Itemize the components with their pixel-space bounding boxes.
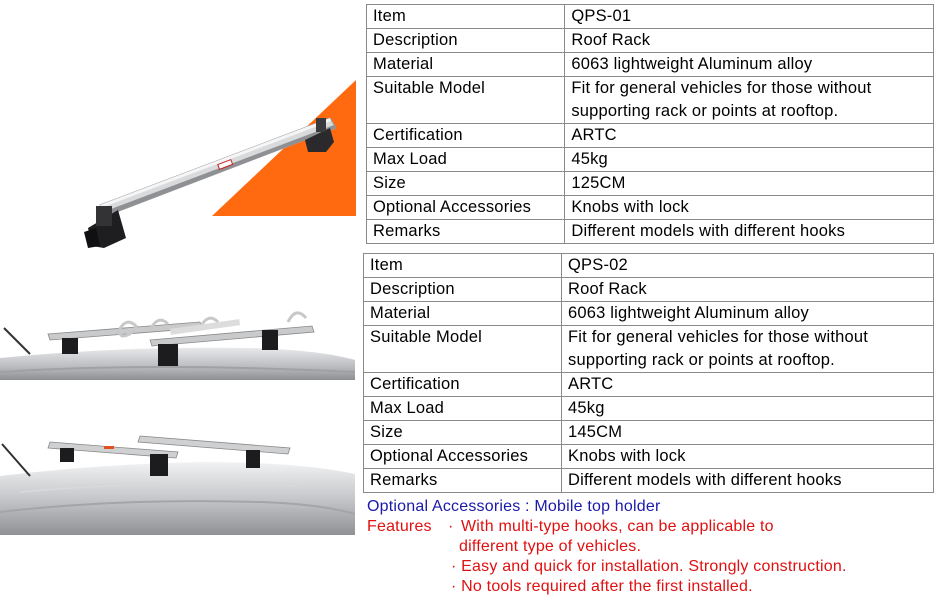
spec-value-multiline (565, 77, 934, 124)
spec-value-line: Fit for general vehicles for those without (568, 328, 869, 346)
spec-key: Material (367, 53, 565, 77)
spec-key: Item (367, 5, 565, 29)
table-row (367, 124, 934, 148)
spec-value: 6063 lightweight Aluminum alloy (565, 53, 934, 77)
spec-table-qps-01 (366, 4, 934, 244)
table-row (364, 373, 934, 397)
spec-value: 6063 lightweight Aluminum alloy (562, 302, 934, 326)
optional-accessories-note: Optional Accessories : Mobile top holder (367, 498, 661, 515)
table-row (367, 148, 934, 172)
spec-value: Roof Rack (565, 29, 934, 53)
spec-key: Size (367, 172, 565, 196)
roof-rack-bar-photo (0, 0, 362, 262)
table-row (364, 445, 934, 469)
car-with-bike-holders-photo (0, 288, 355, 380)
spec-key: Remarks (367, 220, 565, 244)
spec-key: Size (364, 421, 562, 445)
roof-rack-bar-illustration (0, 0, 362, 262)
spec-value: Roof Rack (562, 278, 934, 302)
spec-key: Max Load (367, 148, 565, 172)
spec-value: Different models with different hooks (562, 469, 934, 493)
spec-value: 45kg (562, 397, 934, 421)
table-row (364, 421, 934, 445)
spec-value: QPS-02 (562, 254, 934, 278)
feature-item: · No tools required after the first installed. (451, 578, 753, 595)
spec-value-line: supporting rack or points at rooftop. (568, 351, 835, 369)
spec-key: Optional Accessories (367, 196, 565, 220)
spec-value-multiline (562, 326, 934, 373)
spec-value: Knobs with lock (565, 196, 934, 220)
features-block (367, 517, 932, 537)
spec-value-line: Fit for general vehicles for those without (571, 79, 872, 97)
car-roof-bike-holder-illustration (0, 288, 355, 380)
table-row (367, 77, 934, 124)
car-with-roof-bars-photo (0, 432, 355, 535)
spec-value: 45kg (565, 148, 934, 172)
spec-key: Item (364, 254, 562, 278)
table-row (367, 172, 934, 196)
features-label: Features · (367, 518, 454, 535)
table-row (364, 278, 934, 302)
table-row (367, 29, 934, 53)
spec-value: Knobs with lock (562, 445, 934, 469)
table-row (367, 53, 934, 77)
table-row (364, 469, 934, 493)
spec-value: QPS-01 (565, 5, 934, 29)
table-row (364, 254, 934, 278)
spec-key: Certification (364, 373, 562, 397)
spec-key: Max Load (364, 397, 562, 421)
spec-key: Remarks (364, 469, 562, 493)
spec-key: Description (364, 278, 562, 302)
table-row (367, 5, 934, 29)
table-row (367, 196, 934, 220)
spec-value: 145CM (562, 421, 934, 445)
notes-section (367, 497, 932, 597)
car-roof-bars-illustration (0, 432, 355, 535)
table-row (364, 326, 934, 373)
table-row (364, 397, 934, 421)
spec-value: Different models with different hooks (565, 220, 934, 244)
table-row (367, 220, 934, 244)
spec-value-line: supporting rack or points at rooftop. (571, 102, 839, 120)
feature-item: With multi-type hooks, can be applicable to (461, 518, 774, 535)
spec-key: Suitable Model (364, 326, 562, 373)
spec-key: Optional Accessories (364, 445, 562, 469)
spec-value: ARTC (565, 124, 934, 148)
spec-key: Suitable Model (367, 77, 565, 124)
spec-key: Certification (367, 124, 565, 148)
table-row (364, 302, 934, 326)
feature-item: · Easy and quick for installation. Strongly construction. (451, 558, 847, 575)
spec-value: ARTC (562, 373, 934, 397)
spec-key: Material (364, 302, 562, 326)
spec-table-qps-02 (363, 253, 934, 493)
spec-key: Description (367, 29, 565, 53)
feature-item-continued: different type of vehicles. (459, 538, 642, 555)
spec-value: 125CM (565, 172, 934, 196)
